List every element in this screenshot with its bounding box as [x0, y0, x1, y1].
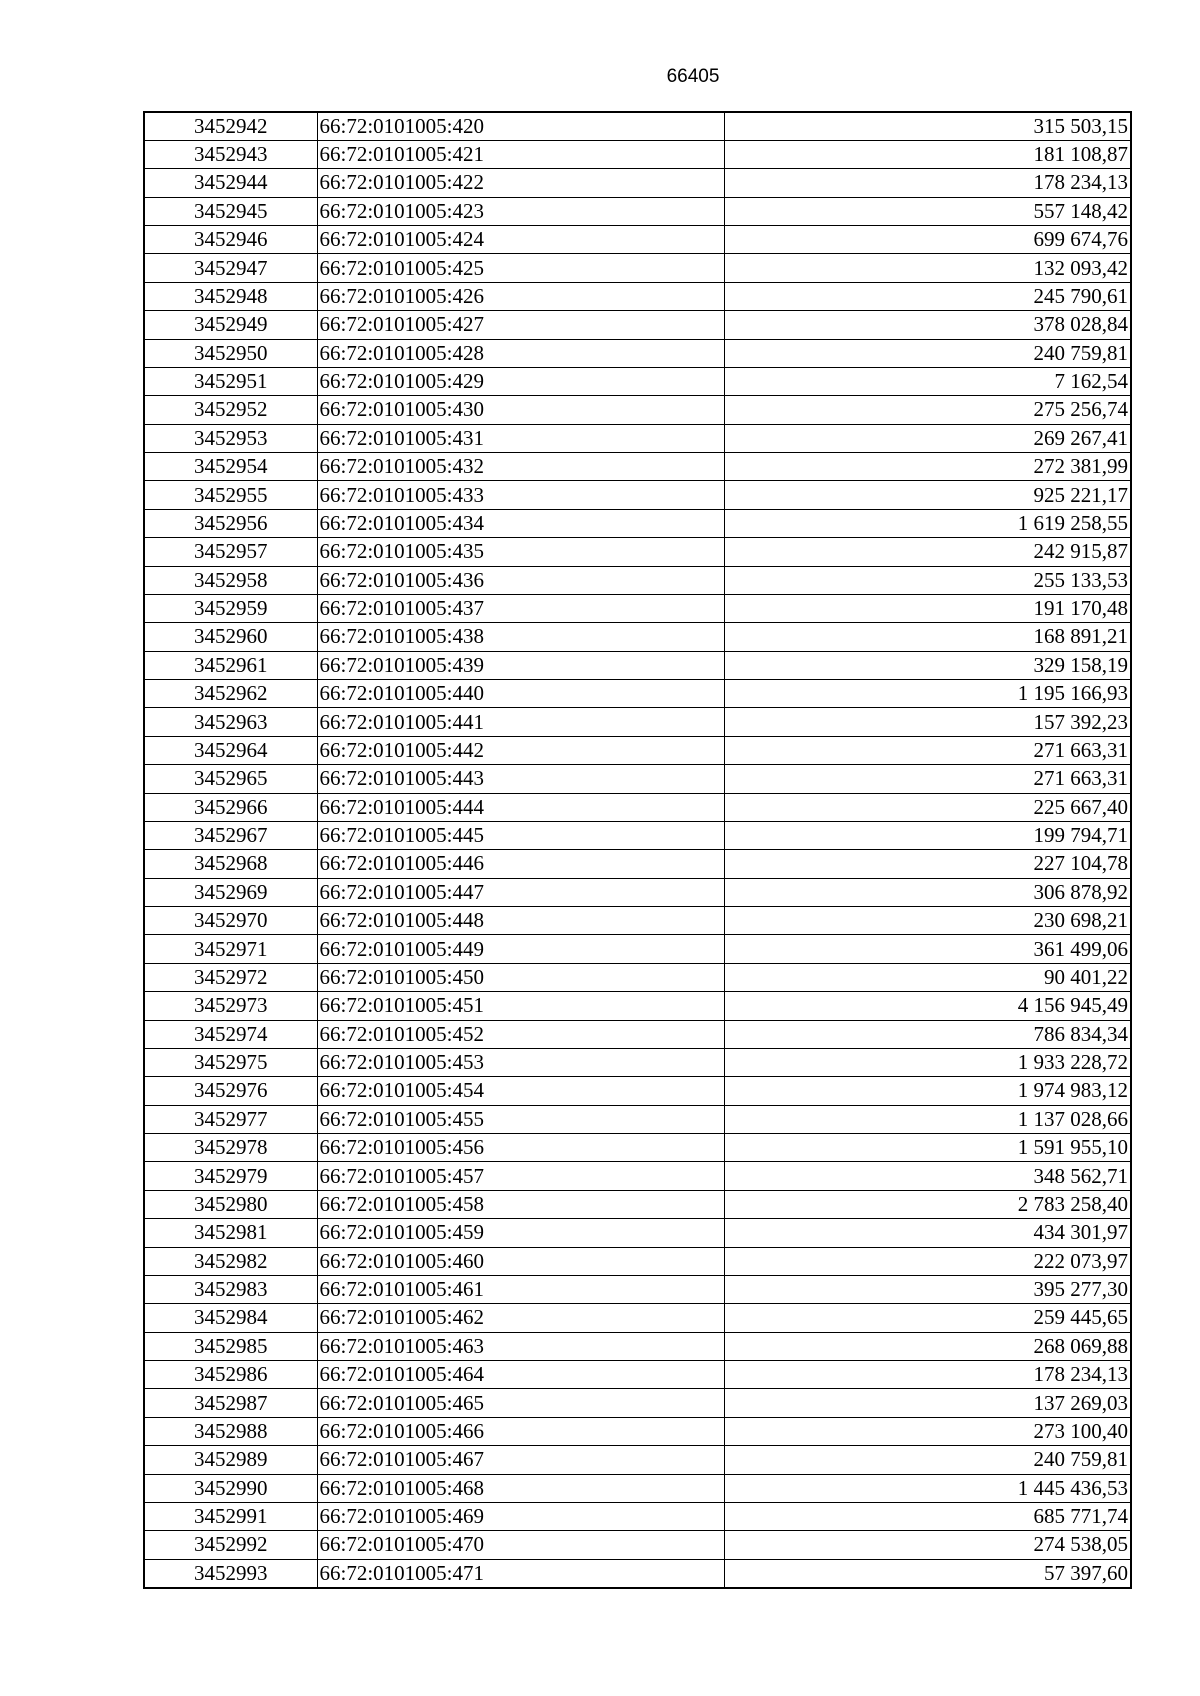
cadastral-number-cell: 66:72:0101005:420: [317, 112, 724, 140]
cadastral-value-cell: 240 759,81: [724, 339, 1131, 367]
object-id-cell: 3452985: [144, 1332, 317, 1360]
cadastral-number-cell: 66:72:0101005:424: [317, 226, 724, 254]
table-row: [144, 651, 1131, 679]
table-row: [144, 1502, 1131, 1530]
cadastral-number-cell: 66:72:0101005:471: [317, 1559, 724, 1587]
object-id-cell: 3452988: [144, 1417, 317, 1445]
object-id-cell: 3452979: [144, 1162, 317, 1190]
table-row: [144, 1105, 1131, 1133]
object-id-cell: 3452942: [144, 112, 317, 140]
cadastral-value-cell: 157 392,23: [724, 708, 1131, 736]
table-row: [144, 623, 1131, 651]
cadastral-number-cell: 66:72:0101005:425: [317, 254, 724, 282]
object-id-cell: 3452965: [144, 765, 317, 793]
object-id-cell: 3452949: [144, 311, 317, 339]
cadastral-number-cell: 66:72:0101005:448: [317, 907, 724, 935]
cadastral-number-cell: 66:72:0101005:461: [317, 1275, 724, 1303]
table-row: [144, 538, 1131, 566]
cadastral-number-cell: 66:72:0101005:465: [317, 1389, 724, 1417]
object-id-cell: 3452992: [144, 1531, 317, 1559]
cadastral-value-cell: 222 073,97: [724, 1247, 1131, 1275]
cadastral-value-cell: 699 674,76: [724, 226, 1131, 254]
object-id-cell: 3452978: [144, 1134, 317, 1162]
object-id-cell: 3452993: [144, 1559, 317, 1587]
cadastral-value-cell: 4 156 945,49: [724, 992, 1131, 1020]
cadastral-number-cell: 66:72:0101005:466: [317, 1417, 724, 1445]
cadastral-value-cell: 181 108,87: [724, 140, 1131, 168]
table-row: [144, 566, 1131, 594]
cadastral-number-cell: 66:72:0101005:470: [317, 1531, 724, 1559]
table-row: [144, 765, 1131, 793]
table-row: [144, 1446, 1131, 1474]
cadastral-number-cell: 66:72:0101005:445: [317, 821, 724, 849]
cadastral-number-cell: 66:72:0101005:454: [317, 1077, 724, 1105]
table-row: [144, 821, 1131, 849]
cadastral-value-cell: 227 104,78: [724, 850, 1131, 878]
table-row: [144, 963, 1131, 991]
object-id-cell: 3452963: [144, 708, 317, 736]
cadastral-number-cell: 66:72:0101005:469: [317, 1502, 724, 1530]
cadastral-value-cell: 925 221,17: [724, 481, 1131, 509]
cadastral-value-cell: 199 794,71: [724, 821, 1131, 849]
table-row: [144, 1219, 1131, 1247]
cadastral-number-cell: 66:72:0101005:442: [317, 736, 724, 764]
table-row: [144, 282, 1131, 310]
cadastral-number-cell: 66:72:0101005:437: [317, 594, 724, 622]
table-row: [144, 1304, 1131, 1332]
cadastral-value-cell: 315 503,15: [724, 112, 1131, 140]
cadastral-value-cell: 1 137 028,66: [724, 1105, 1131, 1133]
table-row: [144, 509, 1131, 537]
cadastral-number-cell: 66:72:0101005:436: [317, 566, 724, 594]
cadastral-value-cell: 225 667,40: [724, 793, 1131, 821]
cadastral-value-cell: 378 028,84: [724, 311, 1131, 339]
cadastral-number-cell: 66:72:0101005:429: [317, 367, 724, 395]
cadastral-number-cell: 66:72:0101005:423: [317, 197, 724, 225]
object-id-cell: 3452947: [144, 254, 317, 282]
table-row: [144, 453, 1131, 481]
cadastral-value-cell: 245 790,61: [724, 282, 1131, 310]
cadastral-number-cell: 66:72:0101005:434: [317, 509, 724, 537]
object-id-cell: 3452968: [144, 850, 317, 878]
object-id-cell: 3452959: [144, 594, 317, 622]
table-row: [144, 1162, 1131, 1190]
object-id-cell: 3452991: [144, 1502, 317, 1530]
cadastral-value-cell: 57 397,60: [724, 1559, 1131, 1587]
cadastral-value-cell: 268 069,88: [724, 1332, 1131, 1360]
object-id-cell: 3452961: [144, 651, 317, 679]
object-id-cell: 3452951: [144, 367, 317, 395]
object-id-cell: 3452945: [144, 197, 317, 225]
cadastral-number-cell: 66:72:0101005:451: [317, 992, 724, 1020]
table-row: [144, 992, 1131, 1020]
cadastral-value-cell: 361 499,06: [724, 935, 1131, 963]
object-id-cell: 3452972: [144, 963, 317, 991]
page-number: 66405: [666, 66, 720, 87]
object-id-cell: 3452952: [144, 396, 317, 424]
cadastral-number-cell: 66:72:0101005:435: [317, 538, 724, 566]
table-row: [144, 736, 1131, 764]
cadastral-number-cell: 66:72:0101005:446: [317, 850, 724, 878]
data-table-container: [143, 111, 1132, 1589]
object-id-cell: 3452948: [144, 282, 317, 310]
object-id-cell: 3452962: [144, 680, 317, 708]
table-row: [144, 1332, 1131, 1360]
cadastral-value-cell: 230 698,21: [724, 907, 1131, 935]
table-row: [144, 1559, 1131, 1587]
cadastral-value-cell: 274 538,05: [724, 1531, 1131, 1559]
cadastral-number-cell: 66:72:0101005:427: [317, 311, 724, 339]
object-id-cell: 3452974: [144, 1020, 317, 1048]
cadastral-value-cell: 1 591 955,10: [724, 1134, 1131, 1162]
cadastral-value-cell: 90 401,22: [724, 963, 1131, 991]
table-row: [144, 254, 1131, 282]
object-id-cell: 3452977: [144, 1105, 317, 1133]
object-id-cell: 3452980: [144, 1190, 317, 1218]
object-id-cell: 3452970: [144, 907, 317, 935]
table-row: [144, 396, 1131, 424]
cadastral-number-cell: 66:72:0101005:443: [317, 765, 724, 793]
cadastral-number-cell: 66:72:0101005:432: [317, 453, 724, 481]
table-row: [144, 140, 1131, 168]
cadastral-number-cell: 66:72:0101005:458: [317, 1190, 724, 1218]
cadastral-number-cell: 66:72:0101005:460: [317, 1247, 724, 1275]
cadastral-value-cell: 242 915,87: [724, 538, 1131, 566]
cadastral-value-cell: 348 562,71: [724, 1162, 1131, 1190]
cadastral-value-cell: 259 445,65: [724, 1304, 1131, 1332]
table-row: [144, 878, 1131, 906]
table-row: [144, 1474, 1131, 1502]
cadastral-number-cell: 66:72:0101005:450: [317, 963, 724, 991]
table-row: [144, 1247, 1131, 1275]
cadastral-number-cell: 66:72:0101005:433: [317, 481, 724, 509]
object-id-cell: 3452987: [144, 1389, 317, 1417]
cadastral-number-cell: 66:72:0101005:428: [317, 339, 724, 367]
object-id-cell: 3452950: [144, 339, 317, 367]
object-id-cell: 3452954: [144, 453, 317, 481]
table-row: [144, 1531, 1131, 1559]
cadastral-number-cell: 66:72:0101005:440: [317, 680, 724, 708]
cadastral-value-cell: 271 663,31: [724, 736, 1131, 764]
cadastral-value-cell: 178 234,13: [724, 1361, 1131, 1389]
table-row: [144, 793, 1131, 821]
cadastral-value-cell: 273 100,40: [724, 1417, 1131, 1445]
table-row: [144, 339, 1131, 367]
table-row: [144, 311, 1131, 339]
table-row: [144, 1020, 1131, 1048]
cadastral-number-cell: 66:72:0101005:421: [317, 140, 724, 168]
data-table: [143, 111, 1132, 1589]
table-row: [144, 424, 1131, 452]
object-id-cell: 3452971: [144, 935, 317, 963]
table-row: [144, 1389, 1131, 1417]
object-id-cell: 3452967: [144, 821, 317, 849]
table-row: [144, 907, 1131, 935]
table-row: [144, 850, 1131, 878]
table-row: [144, 1134, 1131, 1162]
table-row: [144, 935, 1131, 963]
cadastral-number-cell: 66:72:0101005:447: [317, 878, 724, 906]
object-id-cell: 3452956: [144, 509, 317, 537]
table-row: [144, 708, 1131, 736]
table-row: [144, 1048, 1131, 1076]
object-id-cell: 3452982: [144, 1247, 317, 1275]
cadastral-value-cell: 178 234,13: [724, 169, 1131, 197]
object-id-cell: 3452957: [144, 538, 317, 566]
object-id-cell: 3452984: [144, 1304, 317, 1332]
cadastral-value-cell: 1 933 228,72: [724, 1048, 1131, 1076]
cadastral-number-cell: 66:72:0101005:459: [317, 1219, 724, 1247]
cadastral-value-cell: 137 269,03: [724, 1389, 1131, 1417]
cadastral-value-cell: 434 301,97: [724, 1219, 1131, 1247]
cadastral-number-cell: 66:72:0101005:468: [317, 1474, 724, 1502]
table-row: [144, 680, 1131, 708]
cadastral-value-cell: 168 891,21: [724, 623, 1131, 651]
cadastral-number-cell: 66:72:0101005:457: [317, 1162, 724, 1190]
table-row: [144, 594, 1131, 622]
cadastral-number-cell: 66:72:0101005:439: [317, 651, 724, 679]
table-row: [144, 226, 1131, 254]
object-id-cell: 3452955: [144, 481, 317, 509]
cadastral-number-cell: 66:72:0101005:430: [317, 396, 724, 424]
object-id-cell: 3452964: [144, 736, 317, 764]
cadastral-number-cell: 66:72:0101005:431: [317, 424, 724, 452]
table-row: [144, 1190, 1131, 1218]
cadastral-number-cell: 66:72:0101005:463: [317, 1332, 724, 1360]
table-row: [144, 481, 1131, 509]
cadastral-number-cell: 66:72:0101005:426: [317, 282, 724, 310]
cadastral-value-cell: 272 381,99: [724, 453, 1131, 481]
cadastral-value-cell: 7 162,54: [724, 367, 1131, 395]
cadastral-number-cell: 66:72:0101005:441: [317, 708, 724, 736]
cadastral-value-cell: 329 158,19: [724, 651, 1131, 679]
object-id-cell: 3452986: [144, 1361, 317, 1389]
table-row: [144, 1077, 1131, 1105]
table-body: [144, 112, 1131, 1588]
cadastral-value-cell: 1 195 166,93: [724, 680, 1131, 708]
object-id-cell: 3452973: [144, 992, 317, 1020]
cadastral-value-cell: 1 619 258,55: [724, 509, 1131, 537]
table-row: [144, 367, 1131, 395]
object-id-cell: 3452976: [144, 1077, 317, 1105]
object-id-cell: 3452960: [144, 623, 317, 651]
cadastral-value-cell: 191 170,48: [724, 594, 1131, 622]
cadastral-number-cell: 66:72:0101005:467: [317, 1446, 724, 1474]
cadastral-number-cell: 66:72:0101005:455: [317, 1105, 724, 1133]
object-id-cell: 3452958: [144, 566, 317, 594]
object-id-cell: 3452944: [144, 169, 317, 197]
cadastral-number-cell: 66:72:0101005:462: [317, 1304, 724, 1332]
cadastral-number-cell: 66:72:0101005:438: [317, 623, 724, 651]
cadastral-number-cell: 66:72:0101005:453: [317, 1048, 724, 1076]
object-id-cell: 3452975: [144, 1048, 317, 1076]
cadastral-value-cell: 786 834,34: [724, 1020, 1131, 1048]
cadastral-value-cell: 255 133,53: [724, 566, 1131, 594]
cadastral-value-cell: 275 256,74: [724, 396, 1131, 424]
cadastral-value-cell: 132 093,42: [724, 254, 1131, 282]
object-id-cell: 3452989: [144, 1446, 317, 1474]
table-row: [144, 112, 1131, 140]
table-row: [144, 169, 1131, 197]
object-id-cell: 3452981: [144, 1219, 317, 1247]
table-row: [144, 197, 1131, 225]
object-id-cell: 3452943: [144, 140, 317, 168]
cadastral-value-cell: 269 267,41: [724, 424, 1131, 452]
cadastral-value-cell: 2 783 258,40: [724, 1190, 1131, 1218]
cadastral-number-cell: 66:72:0101005:464: [317, 1361, 724, 1389]
cadastral-number-cell: 66:72:0101005:452: [317, 1020, 724, 1048]
cadastral-number-cell: 66:72:0101005:456: [317, 1134, 724, 1162]
cadastral-value-cell: 395 277,30: [724, 1275, 1131, 1303]
cadastral-value-cell: 240 759,81: [724, 1446, 1131, 1474]
object-id-cell: 3452946: [144, 226, 317, 254]
object-id-cell: 3452953: [144, 424, 317, 452]
cadastral-value-cell: 1 974 983,12: [724, 1077, 1131, 1105]
cadastral-number-cell: 66:72:0101005:422: [317, 169, 724, 197]
cadastral-value-cell: 271 663,31: [724, 765, 1131, 793]
cadastral-number-cell: 66:72:0101005:444: [317, 793, 724, 821]
cadastral-value-cell: 685 771,74: [724, 1502, 1131, 1530]
object-id-cell: 3452969: [144, 878, 317, 906]
cadastral-number-cell: 66:72:0101005:449: [317, 935, 724, 963]
cadastral-value-cell: 557 148,42: [724, 197, 1131, 225]
cadastral-value-cell: 1 445 436,53: [724, 1474, 1131, 1502]
object-id-cell: 3452983: [144, 1275, 317, 1303]
object-id-cell: 3452990: [144, 1474, 317, 1502]
table-row: [144, 1361, 1131, 1389]
table-row: [144, 1417, 1131, 1445]
cadastral-value-cell: 306 878,92: [724, 878, 1131, 906]
object-id-cell: 3452966: [144, 793, 317, 821]
table-row: [144, 1275, 1131, 1303]
